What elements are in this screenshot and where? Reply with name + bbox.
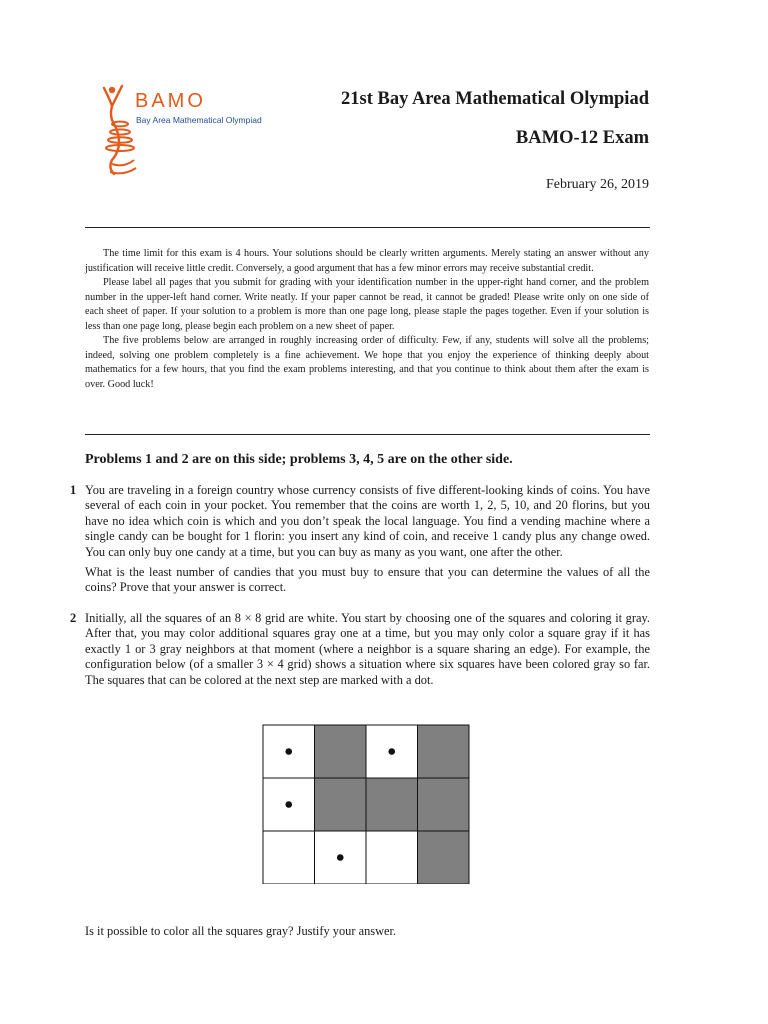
- grid-cell-white: [366, 831, 418, 884]
- grid-cell-gray: [418, 725, 470, 778]
- grid-dot: [285, 748, 292, 755]
- problem-number: 1: [70, 483, 77, 497]
- grid-dot: [285, 801, 292, 808]
- example-grid: [262, 724, 470, 884]
- problems-heading: Problems 1 and 2 are on this side; problems 3, 4, 5 are on the other side.: [85, 452, 513, 467]
- divider-top: [85, 227, 650, 228]
- problem-question: What is the least number of candies that you must buy to ensure that you can determine the values of all the coins? Prove that your answer is correct.: [85, 565, 650, 595]
- grid-dot: [388, 748, 395, 755]
- instructions-paragraph: Please label all pages that you submit for grading with your identification number in the upper-right hand corner, and the problem number in the upper-left hand corner. Write neatly. If your paper cannot be read, it cannot be graded! Please write only on one side of each sheet of paper. If your solution to a problem is more than one page long, please staple the pages together. Even if your solution is less than one page long, please begin each problem on a new sheet of paper.: [85, 277, 649, 332]
- grid-cell-gray: [315, 778, 367, 831]
- logo-name: BAMO: [135, 90, 206, 112]
- problem-2: [70, 611, 650, 693]
- grid-cell-gray: [366, 778, 418, 831]
- grid-figure: [262, 724, 470, 884]
- page-title: 21st Bay Area Mathematical Olympiad: [341, 89, 649, 109]
- instructions-paragraph: The five problems below are arranged in roughly increasing order of difficulty. Few, if any, students will solve all the problems; indeed, solving one problem completely is a fine achievement. We hope that you enjoy the experience of thinking deeply about mathematics for a few hours, that you find the exam problems interesting, and that you continue to think about them after the exam is over. Good luck!: [85, 335, 649, 390]
- problem-text: You are traveling in a foreign country whose currency consists of five different-looking kinds of coins. You have several of each coin in your pocket. You remember that the coins are worth 1, 2, 5, 10, and 20 florins, but you have no idea which coin is which and you don’t speak the local language. You find a vending machine where a single candy can be bought for 1 florin: you insert any kind of coin, and receive 1 candy plus any change owed. You can only buy one candy at a time, but you can buy as many as you want, one after the other.: [85, 483, 650, 559]
- problem-text: Initially, all the squares of an 8 × 8 grid are white. You start by choosing one of the squares and coloring it gray. After that, you may color additional squares gray one at a time, but you may only color a square gray if it has exactly 1 or 3 gray neighbors at that moment (where a neighbor is a square sharing an edge). For example, the configuration below (of a smaller 3 × 4 grid) shows a situation where six squares have been colored gray so far. The squares that can be colored at the next step are marked with a dot.: [85, 611, 650, 687]
- problem-number: 2: [70, 611, 77, 625]
- instructions: [85, 247, 649, 392]
- problem-2-question: Is it possible to color all the squares gray? Justify your answer.: [85, 924, 397, 938]
- bamo-figure-icon: [98, 84, 138, 180]
- instructions-paragraph: The time limit for this exam is 4 hours. Your solutions should be clearly written arguments. Merely stating an answer without any justification will receive little credit. Conversely, a good argument that has a few minor errors may receive substantial credit.: [85, 248, 649, 274]
- bamo-logo: [98, 84, 288, 180]
- grid-cell-gray: [418, 831, 470, 884]
- logo-subtitle: Bay Area Mathematical Olympiad: [136, 115, 262, 125]
- grid-cell-gray: [418, 778, 470, 831]
- exam-date: February 26, 2019: [545, 177, 649, 192]
- grid-cell-white: [263, 831, 315, 884]
- grid-dot: [337, 854, 344, 861]
- problem-1: [70, 483, 650, 601]
- grid-cell-gray: [315, 725, 367, 778]
- divider-bottom: [85, 434, 650, 435]
- exam-name: BAMO-12 Exam: [515, 128, 649, 148]
